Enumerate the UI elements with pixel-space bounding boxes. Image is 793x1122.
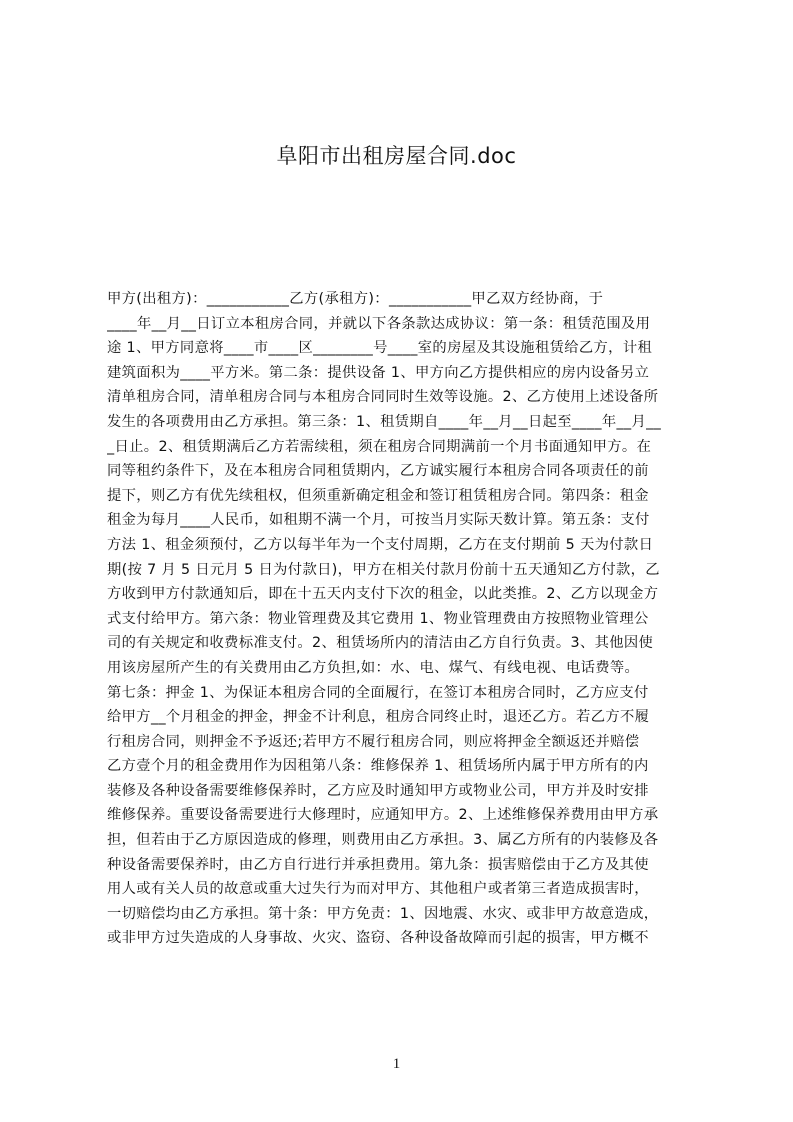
body-line: _日止。2、租赁期满后乙方若需续租，须在租房合同期满前一个月书面通知甲方。在 bbox=[107, 438, 652, 455]
body-line: 用人或有关人员的故意或重大过失行为而对甲方、其他租户或者第三者造成损害时， bbox=[107, 881, 649, 898]
body-line: 第七条：押金 1、为保证本租房合同的全面履行，在签订本租房合同时，乙方应支付 bbox=[107, 684, 649, 701]
body-line: 种设备需要保养时，由乙方自行进行并承担费用。第九条：损害赔偿由于乙方及其使 bbox=[107, 856, 649, 873]
body-line: 发生的各项费用由乙方承担。第三条：1、租赁期自____年__月__日起至____年__月__ bbox=[107, 413, 662, 430]
body-line: 甲方(出租方)：___________乙方(承租方)：___________甲乙双方经协商，于 bbox=[107, 291, 604, 307]
body-line: 行租房合同，则押金不予返还;若甲方不履行租房合同，则应将押金全额返还并赔偿 bbox=[107, 733, 640, 750]
body-line: 维修保养。重要设备需要进行大修理时，应通知甲方。2、上述维修保养费用由甲方承 bbox=[107, 807, 659, 824]
contract-body bbox=[107, 287, 697, 1022]
body-line: 同等租约条件下，及在本租房合同租赁期内，乙方诚实履行本租房合同各项责任的前 bbox=[107, 463, 649, 480]
body-line: 给甲方__个月租金的押金，押金不计利息，租房合同终止时，退还乙方。若乙方不履 bbox=[107, 709, 650, 726]
body-line: 方收到甲方付款通知后，即在十五天内支付下次的租金，以此类推。2、乙方以现金方 bbox=[107, 586, 659, 603]
body-line: 建筑面积为____平方米。第二条：提供设备 1、甲方向乙方提供相应的房内设备另立 bbox=[107, 364, 650, 381]
body-line: 式支付给甲方。第六条：物业管理费及其它费用 1、物业管理费由方按照物业管理公 bbox=[107, 610, 649, 627]
body-line: 担，但若由于乙方原因造成的修理，则费用由乙方承担。3、属乙方所有的内装修及各 bbox=[107, 832, 659, 849]
body-line: 装修及各种设备需要维修保养时，乙方应及时通知甲方或物业公司，甲方并及时安排 bbox=[107, 782, 649, 799]
body-line: 方法 1、租金须预付，乙方以每半年为一个支付周期，乙方在支付期前 5 天为付款日 bbox=[107, 536, 654, 553]
body-line: 租金为每月____人民币，如租期不满一个月，可按当月实际天数计算。第五条：支付 bbox=[107, 512, 650, 529]
body-line: 乙方壹个月的租金费用作为因租第八条：维修保养 1、租赁场所内属于甲方所有的内 bbox=[107, 758, 649, 775]
body-line: 期(按 7 月 5 日元月 5 日为付款日)，甲方在相关付款月份前十五天通知乙方付款，乙 bbox=[107, 561, 660, 578]
body-line: 司的有关规定和收费标准支付。2、租赁场所内的清洁由乙方自行负责。3、其他因使 bbox=[107, 635, 654, 652]
body-line: 一切赔偿均由乙方承担。第十条：甲方免责：1、因地震、水灾、或非甲方故意造成， bbox=[107, 905, 659, 922]
body-line: 途 1、甲方同意将____市____区________号____室的房屋及其设施租赁给乙方，计租 bbox=[107, 340, 653, 357]
body-line: 或非甲方过失造成的人身事故、火灾、盗窃、各种设备故障而引起的损害，甲方概不 bbox=[107, 930, 649, 947]
body-line: 清单租房合同，清单租房合同与本租房合同同时生效等设施。2、乙方使用上述设备所 bbox=[107, 389, 659, 406]
document-title: 阜阳市出租房屋合同.doc bbox=[276, 144, 517, 168]
body-line: 用该房屋所产生的有关费用由乙方负担,如：水、电、煤气、有线电视、电话费等。 bbox=[107, 659, 640, 676]
body-line: ____年__月__日订立本租房合同，并就以下各条款达成协议：第一条：租赁范围及用 bbox=[107, 315, 651, 332]
page-number: 1 bbox=[392, 1056, 401, 1072]
body-line: 提下，则乙方有优先续租权，但须重新确定租金和签订租赁租房合同。第四条：租金 bbox=[107, 487, 649, 504]
